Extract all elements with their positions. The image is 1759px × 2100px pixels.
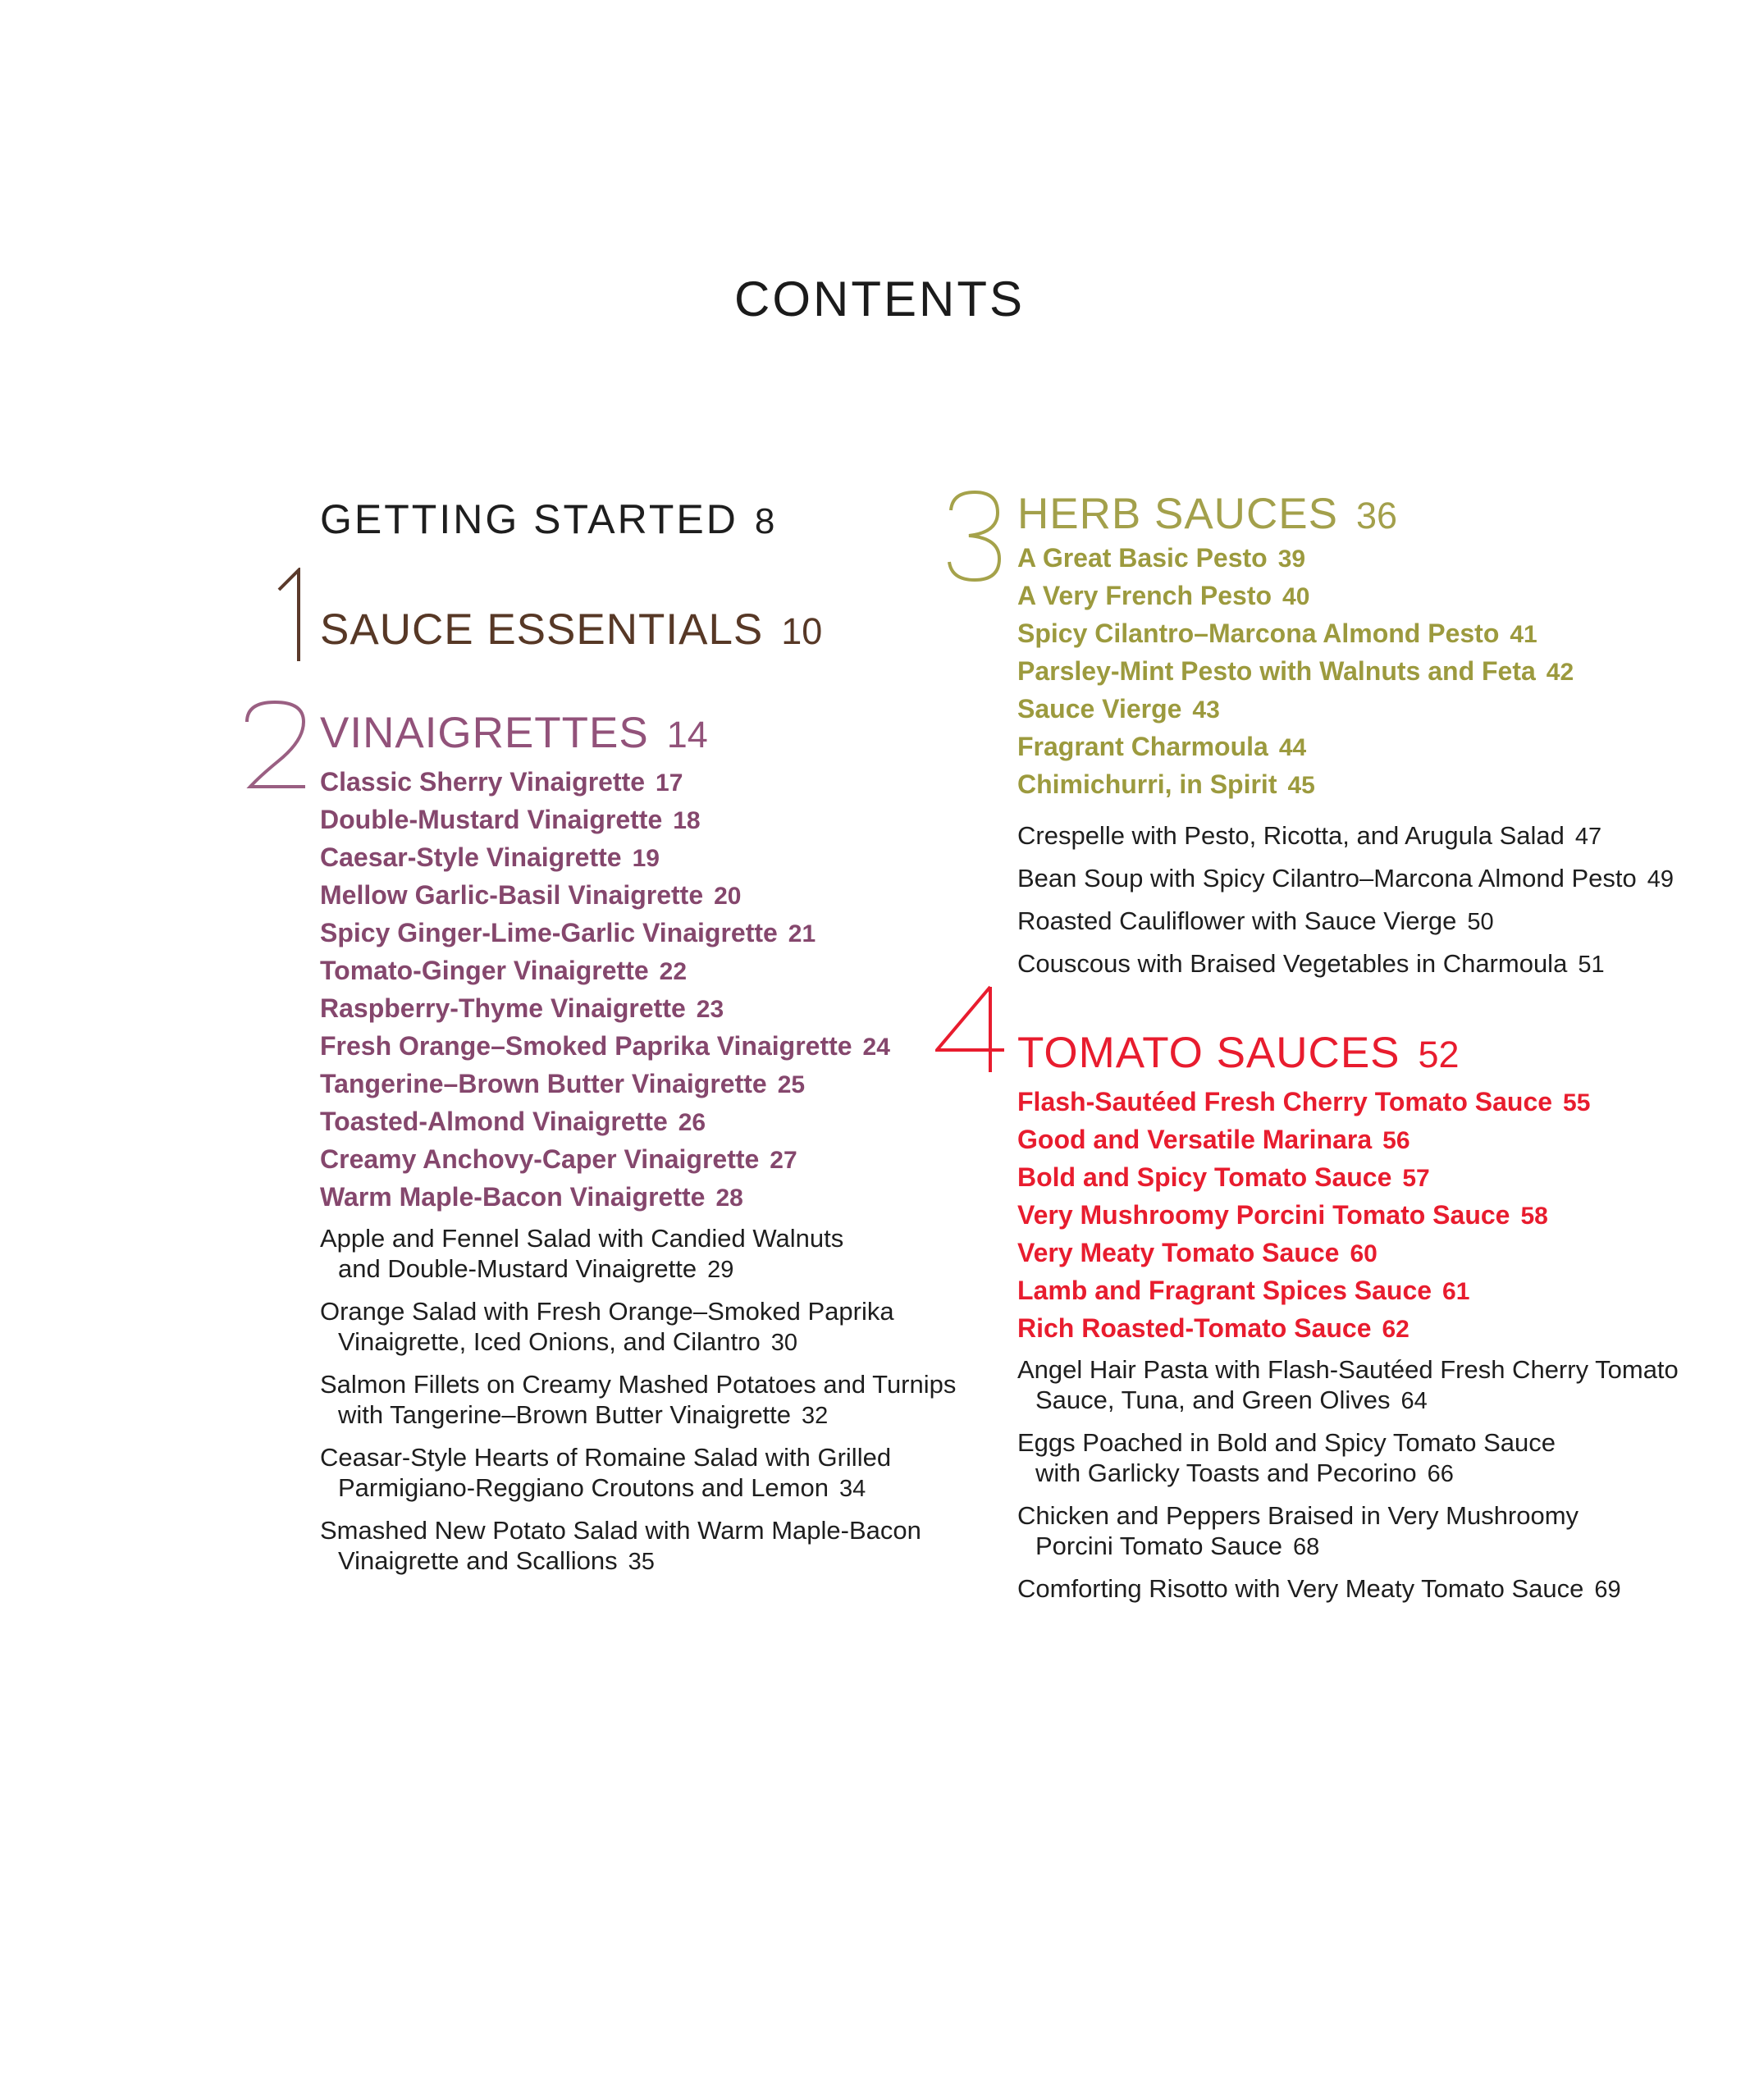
toc-item (320, 952, 993, 990)
toc-item-label: Mellow Garlic-Basil Vinaigrette (320, 880, 704, 910)
chapter-title: VINAIGRETTES (320, 709, 649, 757)
toc-item-label: Sauce Vierge (1017, 694, 1182, 724)
toc-item (1017, 578, 1756, 615)
recipe-page-number: 49 (1647, 866, 1674, 892)
herb-sauces-recipe-list (1017, 820, 1756, 980)
recipe-line (320, 1369, 993, 1399)
recipe-text: Crespelle with Pesto, Ricotta, and Arugula Salad (1017, 821, 1565, 850)
recipe-line (320, 1253, 993, 1285)
recipe-line (1017, 906, 1756, 938)
toc-item-page: 44 (1278, 734, 1307, 761)
toc-item-page: 20 (714, 883, 742, 910)
toc-item-label: Classic Sherry Vinaigrette (320, 767, 646, 797)
toc-recipe-entry (320, 1369, 993, 1431)
page-title: CONTENTS (734, 272, 1025, 326)
toc-item-page: 25 (777, 1071, 806, 1098)
recipe-text: Comforting Risotto with Very Meaty Tomato Sauce (1017, 1574, 1584, 1603)
recipe-line (1017, 948, 1756, 980)
toc-item (1017, 691, 1756, 728)
toc-recipe-entry (1017, 1354, 1756, 1417)
recipe-text: Bean Soup with Spicy Cilantro–Marcona Almond Pesto (1017, 864, 1637, 892)
toc-item (1017, 1159, 1756, 1197)
recipe-text: Orange Salad with Fresh Orange–Smoked Paprika (320, 1297, 894, 1326)
recipe-text: Vinaigrette and Scallions (338, 1546, 618, 1575)
toc-item (320, 801, 993, 839)
toc-entry-herb-sauces (1017, 492, 1756, 538)
toc-item-page: 41 (1510, 621, 1537, 648)
recipe-text: Chicken and Peppers Braised in Very Mushroomy (1017, 1501, 1579, 1530)
toc-item (1017, 766, 1756, 804)
toc-item-label: A Very French Pesto (1017, 581, 1272, 610)
recipe-line (320, 1515, 993, 1545)
toc-item-page: 27 (770, 1147, 797, 1174)
recipe-text: Vinaigrette, Iced Onions, and Cilantro (338, 1327, 761, 1356)
toc-entry-vinaigrettes (320, 711, 993, 757)
toc-recipe-entry (1017, 1427, 1756, 1490)
toc-item-page: 55 (1563, 1089, 1591, 1116)
toc-recipe-entry (1017, 1573, 1756, 1605)
chapter-2-numeral (244, 700, 308, 790)
toc-item (320, 839, 993, 877)
toc-item-label: Parsley-Mint Pesto with Walnuts and Feta (1017, 656, 1536, 686)
recipe-page-number: 32 (802, 1403, 829, 1429)
toc-item (320, 1028, 993, 1066)
toc-item (320, 1066, 993, 1103)
toc-recipe-entry (1017, 906, 1756, 938)
toc-item (320, 877, 993, 915)
toc-entry-tomato-sauces (1017, 1031, 1756, 1077)
toc-recipe-entry (320, 1515, 993, 1577)
toc-recipe-entry (320, 1296, 993, 1358)
recipe-text: Salmon Fillets on Creamy Mashed Potatoes and Turnips (320, 1370, 957, 1399)
recipe-page-number: 66 (1427, 1461, 1454, 1487)
toc-item (320, 1103, 993, 1141)
section-page-number: 8 (754, 501, 775, 541)
toc-entry-getting-started (320, 496, 993, 542)
recipe-page-number: 50 (1467, 909, 1494, 935)
recipe-line (320, 1399, 993, 1431)
recipe-text: Porcini Tomato Sauce (1035, 1532, 1282, 1560)
toc-item-page: 39 (1277, 546, 1306, 573)
tomato-sauces-item-list (1017, 1084, 1756, 1348)
left-column (320, 0, 993, 1588)
toc-recipe-entry (1017, 1500, 1756, 1563)
recipe-text: Smashed New Potato Salad with Warm Maple-Bacon (320, 1516, 921, 1545)
recipe-page-number: 51 (1578, 952, 1605, 978)
toc-item-label: Spicy Ginger-Lime-Garlic Vinaigrette (320, 918, 778, 947)
toc-item-label: Fragrant Charmoula (1017, 732, 1268, 761)
chapter-title: TOMATO SAUCES (1017, 1029, 1400, 1077)
recipe-page-number: 64 (1400, 1388, 1428, 1414)
toc-item-page: 17 (656, 769, 683, 797)
chapter-page-number: 36 (1355, 495, 1397, 536)
toc-item-label: Spicy Cilantro–Marcona Almond Pesto (1017, 619, 1500, 648)
toc-item (1017, 1121, 1756, 1159)
recipe-page-number: 68 (1292, 1534, 1320, 1560)
toc-item-label: Warm Maple-Bacon Vinaigrette (320, 1182, 706, 1212)
recipe-line (320, 1296, 993, 1326)
recipe-page-number: 29 (707, 1257, 734, 1283)
recipe-line (1017, 1531, 1756, 1563)
toc-item (1017, 615, 1756, 653)
toc-item-label: Toasted-Almond Vinaigrette (320, 1107, 668, 1136)
toc-entry-sauce-essentials (320, 605, 993, 654)
toc-item-label: Tangerine–Brown Butter Vinaigrette (320, 1069, 767, 1098)
recipe-line (1017, 1573, 1756, 1605)
recipe-line (320, 1223, 993, 1253)
chapter-page-number: 14 (666, 714, 708, 756)
chapter-page-number: 10 (781, 610, 823, 652)
toc-item-page: 19 (632, 845, 660, 872)
toc-item-label: Raspberry-Thyme Vinaigrette (320, 993, 686, 1023)
recipe-text: Sauce, Tuna, and Green Olives (1035, 1386, 1391, 1414)
toc-item-label: Caesar-Style Vinaigrette (320, 842, 622, 872)
toc-item-label: Tomato-Ginger Vinaigrette (320, 956, 649, 985)
toc-item-page: 22 (659, 958, 688, 985)
vinaigrettes-recipe-list (320, 1223, 993, 1577)
chapter-page-number: 52 (1418, 1034, 1460, 1075)
recipe-text: with Tangerine–Brown Butter Vinaigrette (338, 1400, 792, 1429)
toc-item-page: 45 (1287, 772, 1315, 799)
toc-item (1017, 728, 1756, 766)
recipe-line (320, 1472, 993, 1504)
recipe-line (1017, 1385, 1756, 1417)
chapter-title: SAUCE ESSENTIALS (320, 605, 764, 654)
toc-item (320, 764, 993, 801)
toc-item-page: 28 (715, 1185, 743, 1212)
toc-item (1017, 1084, 1756, 1121)
toc-item-page: 40 (1282, 583, 1310, 610)
recipe-line (1017, 1458, 1756, 1490)
recipe-line (320, 1326, 993, 1358)
tomato-sauces-recipe-list (1017, 1354, 1756, 1605)
toc-item-page: 26 (678, 1109, 706, 1136)
recipe-line (1017, 863, 1756, 895)
toc-item (1017, 653, 1756, 691)
recipe-page-number: 34 (838, 1476, 866, 1502)
toc-item (1017, 540, 1756, 578)
recipe-text: Couscous with Braised Vegetables in Charmoula (1017, 949, 1568, 978)
toc-recipe-entry (320, 1223, 993, 1285)
toc-item-page: 43 (1192, 696, 1220, 724)
toc-item-label: Very Mushroomy Porcini Tomato Sauce (1017, 1200, 1510, 1230)
toc-item-page: 60 (1350, 1240, 1378, 1267)
toc-item (320, 990, 993, 1028)
toc-item-label: Very Meaty Tomato Sauce (1017, 1238, 1340, 1267)
recipe-text: and Double-Mustard Vinaigrette (338, 1254, 697, 1283)
chapter-1-numeral (277, 568, 302, 663)
toc-item (320, 1141, 993, 1179)
toc-item-label: Chimichurri, in Spirit (1017, 769, 1277, 799)
toc-item-page: 21 (788, 920, 816, 947)
recipe-text: Eggs Poached in Bold and Spicy Tomato Sauce (1017, 1428, 1556, 1457)
recipe-line (1017, 820, 1756, 852)
toc-item-label: Rich Roasted-Tomato Sauce (1017, 1313, 1372, 1343)
recipe-line (320, 1442, 993, 1472)
toc-recipe-entry (1017, 863, 1756, 895)
recipe-page-number: 35 (628, 1549, 655, 1575)
recipe-text: with Garlicky Toasts and Pecorino (1035, 1459, 1417, 1487)
recipe-text: Roasted Cauliflower with Sauce Vierge (1017, 906, 1457, 935)
toc-recipe-entry (1017, 820, 1756, 852)
toc-item-label: Lamb and Fragrant Spices Sauce (1017, 1276, 1432, 1305)
recipe-page-number: 69 (1594, 1577, 1621, 1603)
toc-item-page: 24 (862, 1034, 890, 1061)
right-column (1017, 0, 1756, 1616)
toc-item (1017, 1272, 1756, 1310)
toc-recipe-entry (320, 1442, 993, 1504)
recipe-text: Angel Hair Pasta with Flash-Sautéed Fresh Cherry Tomato (1017, 1355, 1679, 1384)
toc-item-page: 61 (1442, 1278, 1470, 1305)
toc-item-page: 56 (1382, 1127, 1410, 1154)
vinaigrettes-item-list (320, 764, 993, 1217)
recipe-page-number: 30 (770, 1330, 797, 1356)
section-title: GETTING STARTED (320, 496, 738, 542)
toc-item-label: Bold and Spicy Tomato Sauce (1017, 1162, 1392, 1192)
toc-item-page: 42 (1546, 659, 1574, 686)
herb-sauces-item-list (1017, 540, 1756, 804)
recipe-line (320, 1545, 993, 1577)
toc-item-page: 23 (696, 996, 724, 1023)
toc-item-page: 62 (1382, 1316, 1409, 1343)
recipe-text: Parmigiano-Reggiano Croutons and Lemon (338, 1473, 829, 1502)
toc-item (320, 1179, 993, 1217)
recipe-page-number: 47 (1574, 824, 1602, 850)
toc-item-label: Fresh Orange–Smoked Paprika Vinaigrette (320, 1031, 852, 1061)
toc-item-label: Creamy Anchovy-Caper Vinaigrette (320, 1144, 760, 1174)
toc-item-label: Double-Mustard Vinaigrette (320, 805, 663, 834)
toc-item (1017, 1310, 1756, 1348)
recipe-text: Ceasar-Style Hearts of Romaine Salad with Grilled (320, 1443, 892, 1472)
recipe-line (1017, 1427, 1756, 1458)
toc-item-label: Good and Versatile Marinara (1017, 1125, 1373, 1154)
toc-item-label: A Great Basic Pesto (1017, 543, 1268, 573)
toc-item (320, 915, 993, 952)
toc-item-page: 58 (1520, 1203, 1548, 1230)
toc-item-page: 57 (1402, 1165, 1430, 1192)
toc-item-page: 18 (673, 807, 701, 834)
toc-item (1017, 1197, 1756, 1235)
toc-item (1017, 1235, 1756, 1272)
recipe-line (1017, 1354, 1756, 1385)
toc-item-label: Flash-Sautéed Fresh Cherry Tomato Sauce (1017, 1087, 1553, 1116)
toc-recipe-entry (1017, 948, 1756, 980)
chapter-title: HERB SAUCES (1017, 490, 1338, 538)
recipe-text: Apple and Fennel Salad with Candied Walnuts (320, 1224, 844, 1253)
recipe-line (1017, 1500, 1756, 1531)
